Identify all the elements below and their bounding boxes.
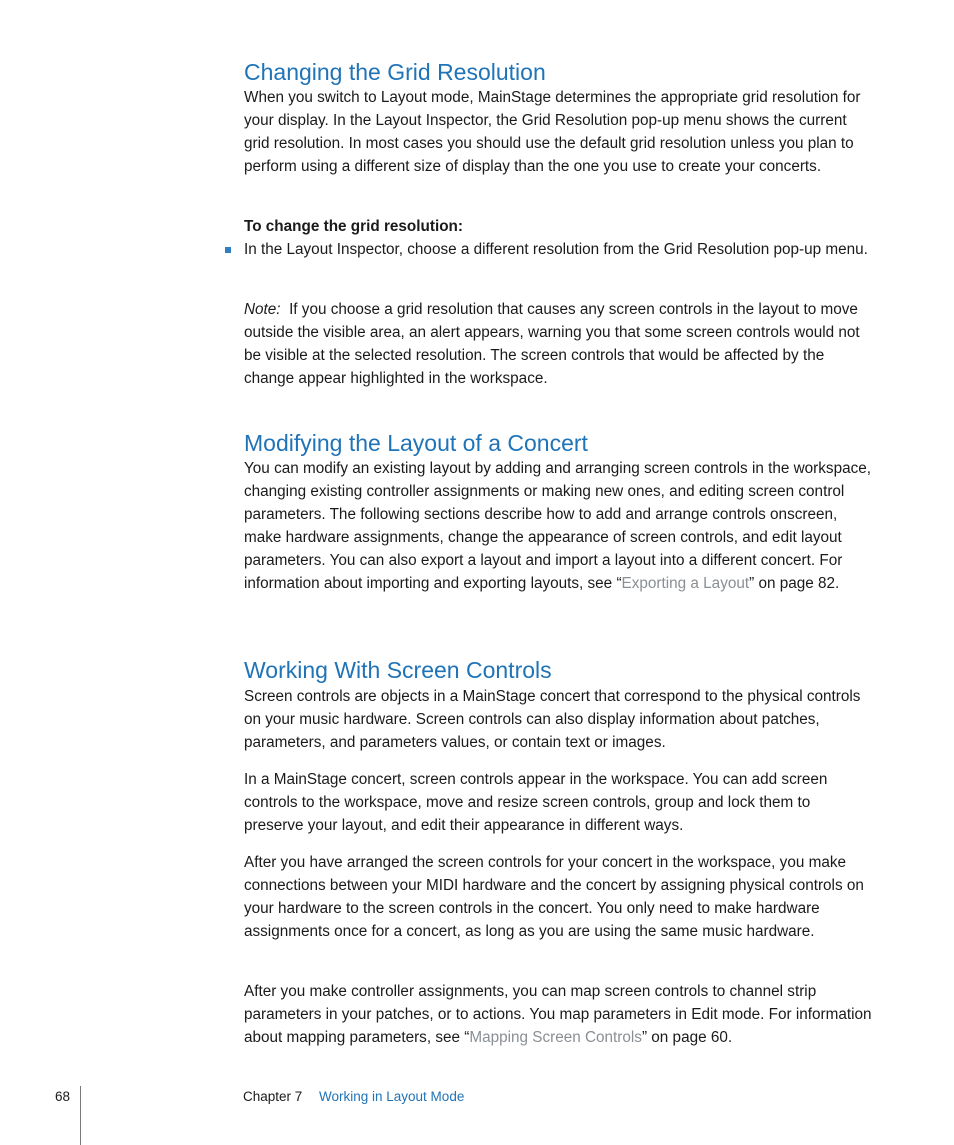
footer-chapter-title: Working in Layout Mode xyxy=(319,1089,465,1104)
section-title-grid-resolution: Changing the Grid Resolution xyxy=(244,59,546,85)
note-paragraph xyxy=(244,298,874,390)
modifying-body-text: You can modify an existing layout by adding and arranging screen controls in the workspace, changing existing controller assignments or making new ones, and editing screen control parameters. The following sections describe how to add and arrange controls onscreen, make hardware assignments, change the appearance of screen controls, and edit layout parameters. You can also export a layout and import a layout into a different concert. For information about importing and exporting layouts, see “ xyxy=(244,460,871,592)
section-title-screen-controls: Working With Screen Controls xyxy=(244,657,552,683)
para-4-text: After you make controller assignments, you can map screen controls to channel strip parameters in your patches, or to actions. You map parameters in Edit mode. For information about mapping parameters, see “ xyxy=(244,983,872,1046)
modifying-layout-body xyxy=(244,457,874,595)
screen-controls-para-1: Screen controls are objects in a MainStage concert that correspond to the physical controls on your music hardware. Screen controls can also display information about patches, parameters, and parameters values, or contain text or images. xyxy=(244,688,861,751)
square-bullet-icon xyxy=(225,247,231,253)
page-number: 68 xyxy=(55,1089,71,1104)
footer-divider xyxy=(80,1086,81,1145)
para-4-page-ref: ” on page 60. xyxy=(641,1029,733,1046)
grid-resolution-body: When you switch to Layout mode, MainStage determines the appropriate grid resolution for your display. In the Layout Inspector, the Grid Resolution pop-up menu shows the current grid resolution. In most cases you should use the default grid resolution unless you plan to perform using a different size of display than the one you use to create your concerts. xyxy=(244,89,861,175)
screen-controls-para-4 xyxy=(244,980,874,1049)
footer-chapter-label: Chapter 7 xyxy=(243,1089,303,1104)
mapping-screen-controls-link[interactable]: Mapping Screen Controls xyxy=(469,1029,642,1046)
note-text: If you choose a grid resolution that causes any screen controls in the layout to move outside the visible area, an alert appears, warning you that some screen controls would not be visible at the selected resolution. The screen controls that would be affected by the change appear highlighted in the workspace. xyxy=(244,301,860,387)
modifying-body-page-ref: ” on page 82. xyxy=(749,575,840,592)
procedure-step xyxy=(244,238,874,261)
screen-controls-para-2: In a MainStage concert, screen controls appear in the workspace. You can add screen controls to the workspace, move and resize screen controls, group and lock them to preserve your layout, and edit their appearance in different ways. xyxy=(244,771,828,834)
screen-controls-para-3: After you have arranged the screen controls for your concert in the workspace, you make connections between your MIDI hardware and the concert by assigning physical controls on your hardware to the screen controls in the concert. You only need to make hardware assignments once for a concert, as long as you are using the same music hardware. xyxy=(244,854,864,940)
exporting-layout-link[interactable]: Exporting a Layout xyxy=(621,575,750,592)
note-label: Note: xyxy=(244,301,281,318)
procedure-step-text: In the Layout Inspector, choose a different resolution from the Grid Resolution pop-up menu. xyxy=(244,241,868,258)
procedure-heading: To change the grid resolution: xyxy=(244,218,463,235)
section-title-modifying-layout: Modifying the Layout of a Concert xyxy=(244,430,588,456)
